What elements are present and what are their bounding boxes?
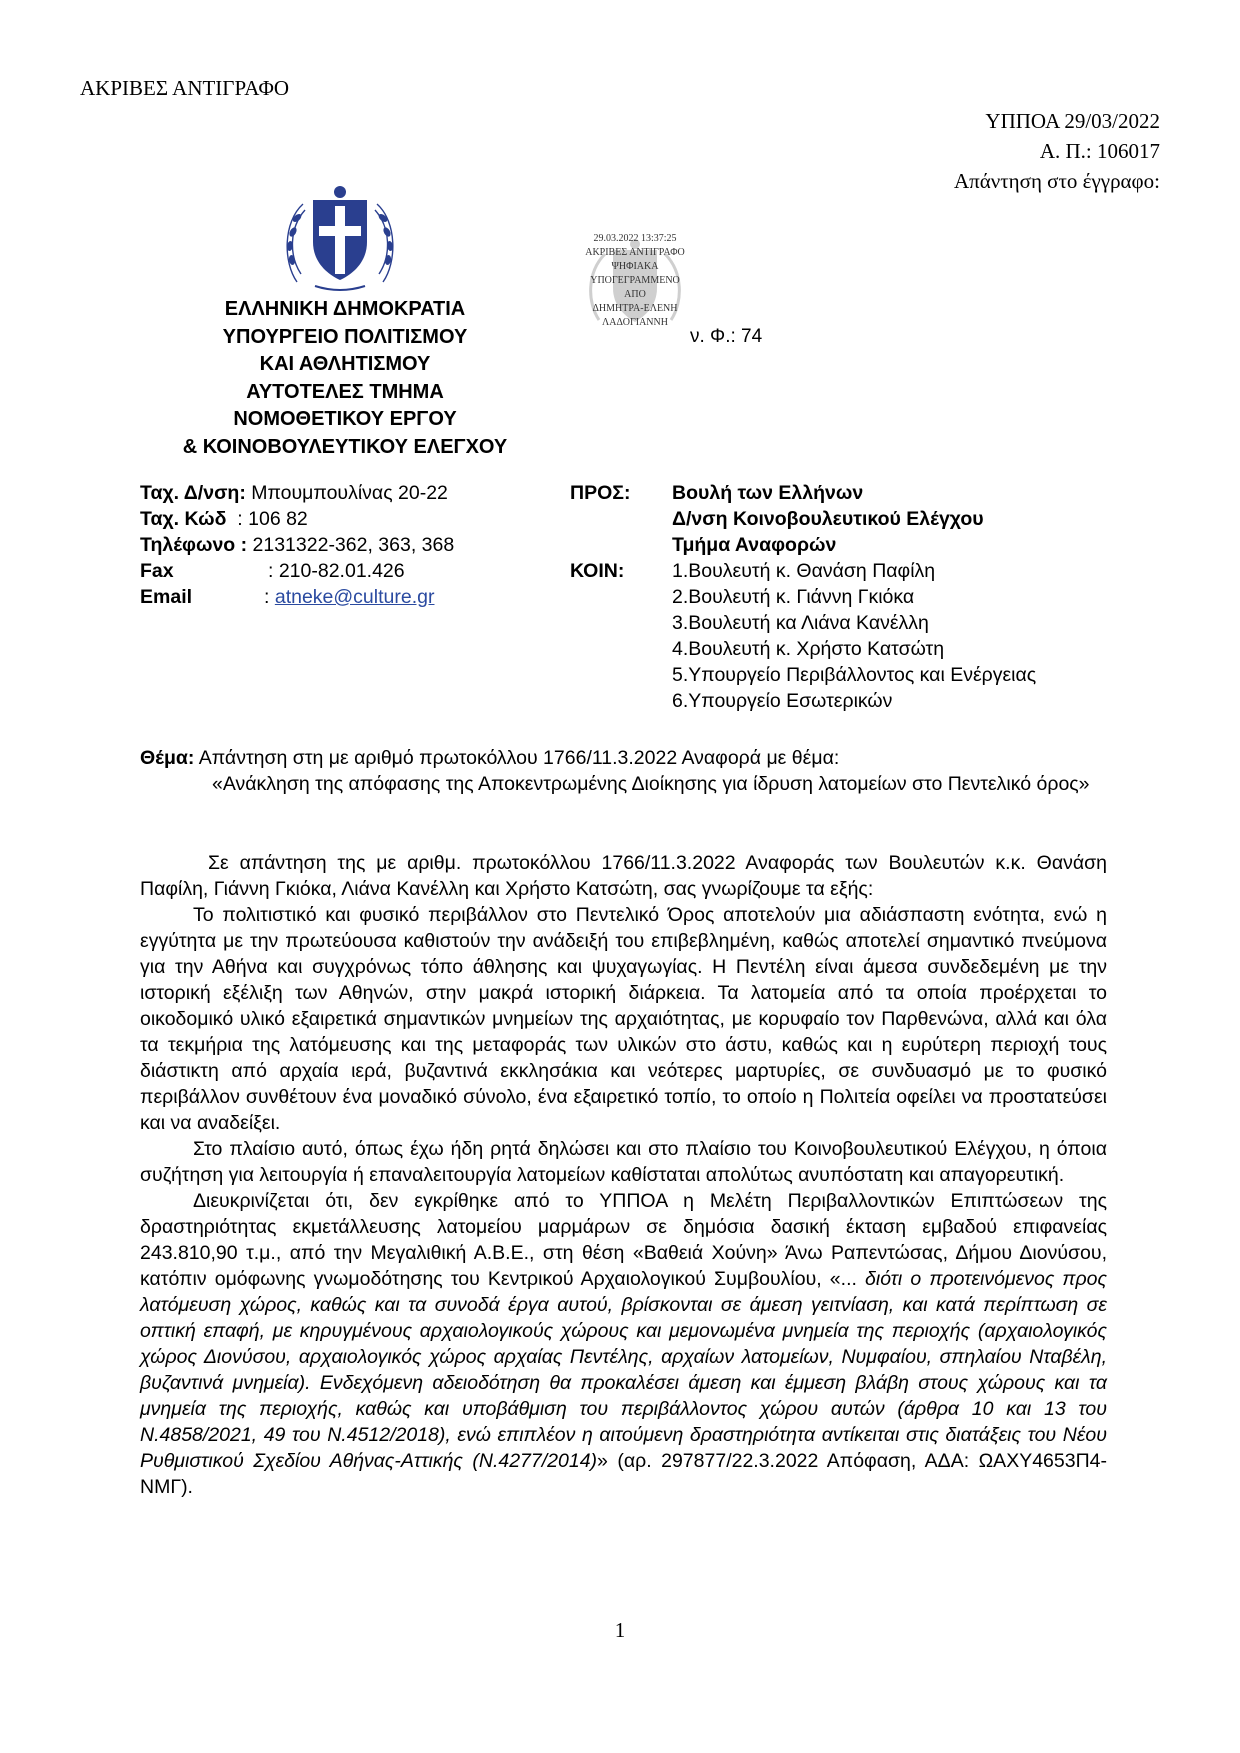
protocol-block <box>954 106 1160 196</box>
contact-details <box>140 480 454 610</box>
subject-line <box>140 745 1110 771</box>
cc-recipient: 6.Υπουργείο Εσωτερικών <box>672 690 893 712</box>
stamp-line: ΑΠΟ <box>624 289 646 300</box>
address-value: Μπουμπουλίνας 20-22 <box>245 482 448 504</box>
subject-text: Απάντηση στη με αριθμό πρωτοκόλλου 1766/11.3.2022 Αναφορά με θέμα: <box>194 747 840 769</box>
decision-intro: Διευκρινίζεται ότι, δεν εγκρίθηκε από το ΥΠΠΟΑ η Μελέτη Περιβαλλοντικών Επιπτώσεων της δραστηριότητας εκμετάλλευσης λατομείου μαρμάρων σε δημόσια δασική έκταση εμβαδού επιφανείας 243.810,90 τ.μ., από την Μεγαλιθική Α.Β.Ε., στη θέση «Βαθειά Χούνη» Άνω Ραπεντώσας, Δήμου Διονύσου, κατόπιν ομόφωνης γνωμοδότησης του Κεντρικού Αρχαιολογικού Συμβουλίου, «... <box>140 1190 1107 1290</box>
postcode-row <box>140 506 454 532</box>
address-row <box>140 480 454 506</box>
stamp-line: ΥΠΟΓΕΓΡΑΜΜΕΝΟ <box>590 275 680 286</box>
email-colon: : <box>264 586 275 608</box>
copy-mark: ΑΚΡΙΒΕΣ ΑΝΤΙΓΡΑΦΟ <box>80 76 290 100</box>
to-label: ΠΡΟΣ: <box>570 482 631 504</box>
phone-label: Τηλέφωνο : <box>140 534 248 556</box>
decision-quote: διότι ο προτεινόμενος προς λατόμευση χώρος, καθώς και τα συνοδά έργα αυτού, βρίσκονται σε άμεση γειτνίαση, και κατά περίπτωση σε οπτική επαφή, με κηρυγμένους αρχαιολογικούς χώρους και μεμονωμένα μνημεία της περιοχής (αρχαιολογικός χώρος Διονύσου, αρχαιολογικός χώρος αρχαίας Πεντέλης, αρχαίων λατομείων, Νυμφαίου, σπηλαίου Νταβέλη, βυζαντινά μνημεία). Ενδεχόμενη αδειοδότηση θα προκαλέσει άμεση και έμμεση βλάβη στους χώρους και τα μνημεία της περιοχής, καθώς και υποβάθμιση του περιβάλλοντος χώρου αυτών (άρθρα 10 και 13 του Ν.4858/2021, 49 του Ν.4512/2018), ενώ επιπλέον η αιτούμενη δραστηριότητα αντίκειται στις διατάξεις του Νέου Ρυθμιστικού Σχεδίου Αθήνας-Αττικής (Ν.4277/2014) <box>140 1268 1107 1472</box>
decision-reference: » (αρ. 297877/22.3.2022 Απόφαση, ΑΔΑ: ΩΑΧΥ4653Π4-ΝΜΓ). <box>140 1450 1108 1498</box>
postcode-label: Ταχ. Κώδ <box>140 508 227 530</box>
cc-recipient: 5.Υπουργείο Περιβάλλοντος και Ενέργειας <box>672 664 1037 686</box>
cc-recipient: 2.Βουλευτή κ. Γιάννη Γκιόκα <box>672 586 915 608</box>
email-label: Email <box>140 586 193 608</box>
cc-list <box>672 558 1036 714</box>
cc-recipient: 3.Βουλευτή κα Λιάνα Κανέλλη <box>672 612 929 634</box>
to-row <box>570 480 1036 558</box>
org-line: ΑΥΤΟΤΕΛΕΣ ΤΜΗΜΑ <box>246 380 444 403</box>
fax-label: Fax <box>140 560 174 582</box>
stamp-line: ΛΑΔΟΓΙΑΝΝΗ <box>602 317 668 328</box>
reply-to-document: Απάντηση στο έγγραφο: <box>953 169 1160 193</box>
fax-row <box>140 558 454 584</box>
stamp-line: ΨΗΦΙΑΚΑ <box>611 261 659 272</box>
address-label: Ταχ. Δ/νση: <box>140 482 246 504</box>
email-link[interactable]: atneke@culture.gr <box>274 586 435 608</box>
fax-value: : 210-82.01.426 <box>268 560 405 582</box>
body-paragraph <box>140 1188 1107 1500</box>
org-line: ΚΑΙ ΑΘΛΗΤΙΣΜΟΥ <box>259 353 431 375</box>
phone-row <box>140 532 454 558</box>
digital-signature-stamp <box>565 232 705 350</box>
stamp-text <box>565 232 705 330</box>
cc-row <box>570 558 1036 714</box>
cc-recipient: 4.Βουλευτή κ. Χρήστο Κατσώτη <box>672 638 945 660</box>
stamp-line: 29.03.2022 13:37:25 <box>593 233 677 244</box>
org-line: ΝΟΜΟΘΕΤΙΚΟΥ ΕΡΓΟΥ <box>233 408 457 430</box>
cc-recipient: 1.Βουλευτή κ. Θανάση Παφίλη <box>672 560 936 582</box>
subject-quote: «Ανάκληση της απόφασης της Αποκεντρωμένης Διοίκησης για ίδρυση λατομείων στο Πεντελικό όρος» <box>212 773 1090 795</box>
subject-label: Θέμα: <box>140 747 195 769</box>
coat-of-arms-icon <box>275 182 405 294</box>
org-line: ΕΛΛΗΝΙΚΗ ΔΗΜΟΚΡΑΤΙΑ <box>224 298 466 320</box>
email-row <box>140 584 454 610</box>
protocol-date: ΥΠΠΟΑ 29/03/2022 <box>985 109 1160 133</box>
phone-value: 2131322-362, 363, 368 <box>247 534 455 556</box>
to-recipient: Βουλή των Ελλήνων <box>672 482 864 504</box>
subject-block <box>140 745 1110 797</box>
to-list <box>672 480 984 558</box>
letter-body <box>140 850 1107 1500</box>
stamp-line: ΑΚΡΙΒΕΣ ΑΝΤΙΓΡΑΦΟ <box>585 247 685 258</box>
to-recipient: Δ/νση Κοινοβουλευτικού Ελέγχου <box>672 508 984 530</box>
organization-heading <box>150 296 540 461</box>
stamp-line: ΔΗΜΗΤΡΑ-ΕΛΕΝΗ <box>592 303 678 314</box>
recipients-block <box>570 480 1036 714</box>
body-paragraph: Το πολιτιστικό και φυσικό περιβάλλον στο Πεντελικό Όρος αποτελούν μια αδιάσπαστη ενότητα, ενώ η εγγύτητα με την πρωτεύουσα καθιστούν την ανάδειξή του επιβεβλημένη, καθώς αποτελεί σημαντικό πνεύμονα για την Αθήνα και συγχρόνως τόπο άθλησης και ψυχαγωγίας. Η Πεντέλη είναι άμεσα συνδεδεμένη με την ιστορική εξέλιξη των Αθηνών, στην μακρά ιστορική διάρκεια. Τα λατομεία από τα οποία προέρχεται το οικοδομικό υλικό εξαιρετικά σημαντικών μνημείων της αρχαιότητας, με κορυφαίο τον Παρθενώνα, αλλά και όλα τα τεκμήρια της λατόμευσης και της μεταφοράς των υλικών στο άστυ, καθώς και η ευρύτερη περιοχή τους διάστικτη από αρχαία ιερά, βυζαντινά εκκλησάκια και νεότερες μαρτυρίες, σε συνδυασμό με το φυσικό περιβάλλον συνθέτουν ένα μοναδικό σύνολο, ένα εξαιρετικό τοπίο, το οποίο η Πολιτεία οφείλει να προστατεύσει και να αναδείξει. <box>140 904 1107 1134</box>
body-paragraph: Σε απάντηση της με αριθμ. πρωτοκόλλου 1766/11.3.2022 Αναφοράς των Βουλευτών κ.κ. Θανάση Παφίλη, Γιάννη Γκιόκα, Λιάνα Κανέλλη και Χρήστο Κατσώτη, σας γνωρίζουμε τα εξής: <box>140 852 1107 900</box>
to-recipient: Τμήμα Αναφορών <box>672 534 837 556</box>
cc-label: ΚΟΙΝ: <box>570 560 625 582</box>
protocol-number: Α. Π.: 106017 <box>1039 139 1160 163</box>
body-paragraph: Στο πλαίσιο αυτό, όπως έχω ήδη ρητά δηλώσει και στο πλαίσιο του Κοινοβουλευτικού Ελέγχου, η όποια συζήτηση για λειτουργία ή επαναλειτουργία λατομείων καθίσταται απολύτως ανυπόστατη και απαγορευτική. <box>140 1138 1107 1186</box>
org-line: & ΚΟΙΝΟΒΟΥΛΕΥΤΙΚΟΥ ΕΛΕΓΧΟΥ <box>182 435 508 458</box>
file-number: ν. Φ.: 74 <box>690 326 763 347</box>
postcode-value: : 106 82 <box>226 508 308 530</box>
page-number: 1 <box>614 1618 626 1642</box>
org-line: ΥΠΟΥΡΓΕΙΟ ΠΟΛΙΤΙΣΜΟΥ <box>222 325 468 348</box>
